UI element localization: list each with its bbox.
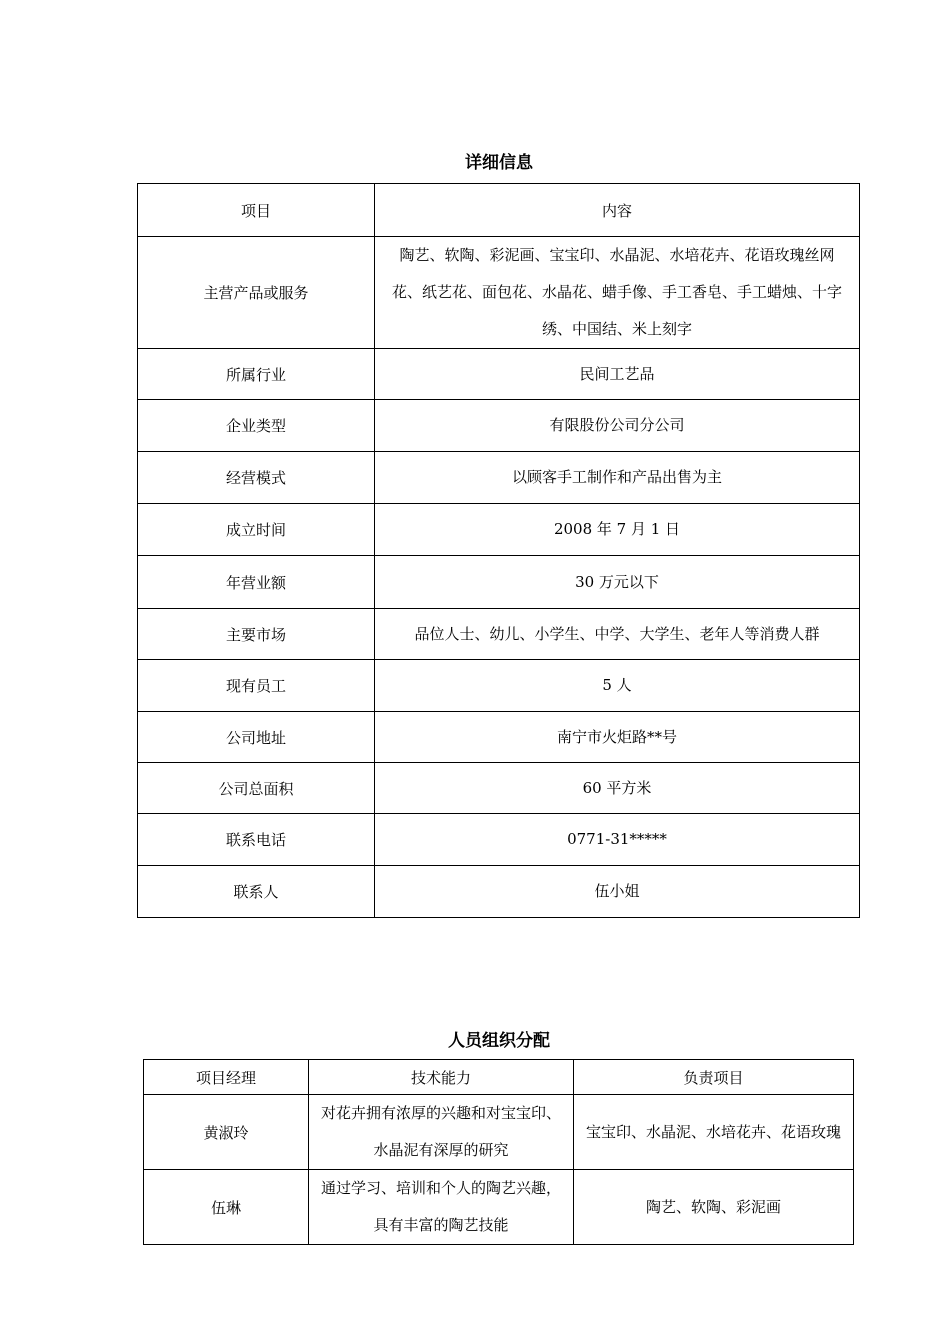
row-value: 品位人士、幼儿、小学生、中学、大学生、老年人等消费人群: [375, 609, 860, 660]
row-value: 伍小姐: [375, 866, 860, 918]
row-value: 有限股份公司分公司: [375, 400, 860, 452]
table-row: [138, 763, 860, 814]
row-skill: 对花卉拥有浓厚的兴趣和对宝宝印、水晶泥有深厚的研究: [309, 1095, 574, 1170]
row-value: 陶艺、软陶、彩泥画、宝宝印、水晶泥、水培花卉、花语玫瑰丝网花、纸艺花、面包花、水晶花、蜡手像、手工香皂、手工蜡烛、十字绣、中国结、米上刻字: [375, 237, 860, 349]
row-label: 联系电话: [138, 814, 375, 866]
row-project: 陶艺、软陶、彩泥画: [574, 1170, 854, 1245]
row-manager: 黄淑玲: [144, 1095, 309, 1170]
header-content: 内容: [375, 184, 860, 237]
staff-table: [143, 1059, 854, 1245]
table-row: [144, 1170, 854, 1245]
table-row: [138, 609, 860, 660]
row-manager: 伍琳: [144, 1170, 309, 1245]
row-value: 2008 年 7 月 1 日: [375, 504, 860, 556]
table-row: [138, 712, 860, 763]
row-label: 现有员工: [138, 660, 375, 712]
row-value: 民间工艺品: [375, 349, 860, 400]
detail-table: [137, 183, 860, 918]
table-row: [138, 866, 860, 918]
table-header-row: [144, 1060, 854, 1095]
row-label: 公司总面积: [138, 763, 375, 814]
row-label: 所属行业: [138, 349, 375, 400]
header-skill: 技术能力: [309, 1060, 574, 1095]
table-header-row: [138, 184, 860, 237]
row-label: 主营产品或服务: [138, 237, 375, 349]
table-row: [138, 556, 860, 609]
header-item: 项目: [138, 184, 375, 237]
row-label: 成立时间: [138, 504, 375, 556]
table-row: [144, 1095, 854, 1170]
header-project: 负责项目: [574, 1060, 854, 1095]
header-manager: 项目经理: [144, 1060, 309, 1095]
row-value: 5 人: [375, 660, 860, 712]
row-value: 30 万元以下: [375, 556, 860, 609]
table-row: [138, 452, 860, 504]
row-skill: 通过学习、培训和个人的陶艺兴趣，具有丰富的陶艺技能: [309, 1170, 574, 1245]
table-row: [138, 237, 860, 349]
row-label: 主要市场: [138, 609, 375, 660]
row-value: 60 平方米: [375, 763, 860, 814]
row-value: 南宁市火炬路**号: [375, 712, 860, 763]
staff-title: 人员组织分配: [448, 1031, 550, 1051]
table-row: [138, 400, 860, 452]
table-row: [138, 349, 860, 400]
row-label: 公司地址: [138, 712, 375, 763]
row-label: 企业类型: [138, 400, 375, 452]
detail-title: 详细信息: [465, 153, 533, 173]
table-row: [138, 814, 860, 866]
row-label: 年营业额: [138, 556, 375, 609]
row-label: 经营模式: [138, 452, 375, 504]
row-label: 联系人: [138, 866, 375, 918]
row-project: 宝宝印、水晶泥、水培花卉、花语玫瑰: [574, 1095, 854, 1170]
table-row: [138, 504, 860, 556]
row-value: 0771-31*****: [375, 814, 860, 866]
table-row: [138, 660, 860, 712]
row-value: 以顾客手工制作和产品出售为主: [375, 452, 860, 504]
